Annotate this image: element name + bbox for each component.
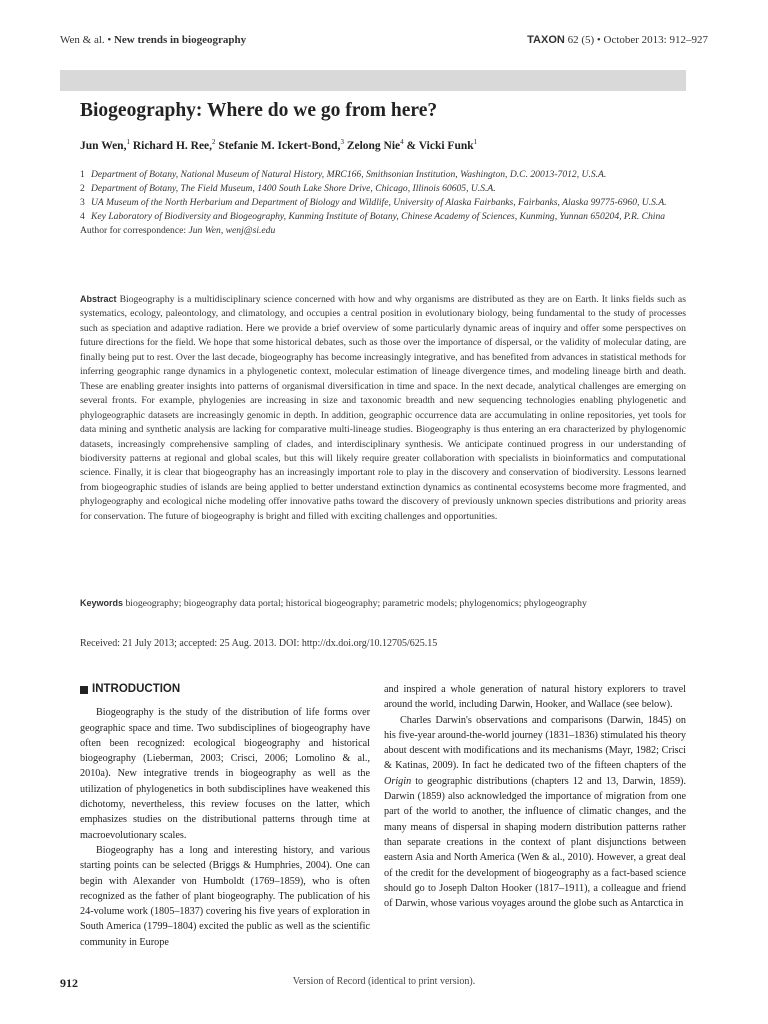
author-list <box>80 138 690 152</box>
square-bullet-icon <box>80 686 88 694</box>
body-column-right <box>384 682 686 911</box>
section-heading: INTRODUCTION <box>80 682 370 697</box>
running-head-left <box>60 34 246 46</box>
running-head-right <box>527 34 708 46</box>
correspondence-label: Author for correspondence: <box>80 225 187 236</box>
affiliation: 1 Department of Botany, National Museum of Natural History, MRC166, Smithsonian Institution, Washington, D.C. 20013-7012, U.S.A. <box>80 169 607 180</box>
affiliation: 2 Department of Botany, The Field Museum, 1400 South Lake Shore Drive, Chicago, Illinois 60605, U.S.A. <box>80 183 496 194</box>
affiliation: 3 UA Museum of the North Herbarium and Department of Biology and Wildlife, University of Alaska Fairbanks, Fairbanks, Alaska 99775-6960, U.S.A. <box>80 197 667 208</box>
paragraph: Charles Darwin's observations and comparisons (Darwin, 1845) on his five-year around-the-world journey (1831–1836) stimulated his theory about descent with modifications and its mechanisms (Mayr, 1982; Crisci & Katinas, 2009). In fact he dedicated two of the fifteen chapters of the Origin to geographic distributions (chapters 12 and 13, Darwin, 1859). Darwin (1859) also acknowledged the importance of migration from one part of the world to another, the influence of climatic changes, and the many means of dispersal in shaping modern distribution patterns rather than separate creations in the context of plant disjunctions between eastern Asia and North America (Wen & al., 2010). However, a great deal of the credit for the development of biogeography as a fact-based science should go to Joseph Dalton Hooker (1817–1911), a colleague and friend of Darwin, whose various voyages around the globe such as Antarctica in <box>384 714 686 910</box>
header-citation: 62 (5) • October 2013: 912–927 <box>567 34 708 46</box>
page-number: 912 <box>60 976 78 990</box>
keywords <box>80 596 686 611</box>
author: Richard H. Ree,$^2$ <box>132 138 216 152</box>
author: Stefanie M. Ickert-Bond,$^3$ <box>218 138 344 152</box>
running-head <box>60 34 708 48</box>
paragraph: Biogeography has a long and interesting history, and various starting points can be selected (Briggs & Humphries, 2004). One can begin with Alexander von Humboldt (1769–1859), who is often recognized as the father of plant biogeography. The publication of his 24-volume work (1805–1837) covering his five years of exploration in South America (1799–1804) excited the public as well as the scientific community in Europe <box>80 844 370 948</box>
paragraph: Biogeography is the study of the distribution of life forms over geographic space and time. Two subdisciplines of biogeography have often been recognized: ecological biogeography and historical biogeography (Lieberman, 2003; Crisci, 2006; Lomolino & al., 2010a). New integrative trends in biogeography as well as the utilization of phylogenetics in both subdisciplines have weakened this dichotomy, nevertheless, this review focuses on the latter, which emphasizes studies on the distributional patterns through time at macroevolutionary scales. <box>80 707 370 841</box>
abstract-text: Biogeography is a multidisciplinary science concerned with how and why organisms are distributed as they are on Earth. It links fields such as systematics, ecology, paleontology, and climatology, and occupies a central position in evolutionary biology, being fundamental to the study of processes such as speciation and adaptive radiation. Here we provide a brief overview of some particularly dynamic areas of inquiry and offer some perspectives on future directions for the field. We hope that some historical debates, such as those over the importance of dispersal, or the validity of molecular dating, are finally being put to rest. Over the last decade, biogeography has become increasingly integrative, and has benefited from advances in statistical methods for inferring geographic range dynamics in a phylogenetic context, molecular estimation of lineage divergence times, and modeling lineage birth and death. These are enabling greater insights into patterns of organismal diversification in time and space. In the next decade, analytical challenges are emerging on several fronts. For example, phylogenies are increasing in size and taxonomic breadth and new sequencing technologies enabling phylogenetic and phylogeographic datasets are increasingly genomic in depth. In addition, geographic occurrence data are accumulating in online repositories, yet tools for data mining and synthetic analysis are lacking for comparative multi-lineage studies. Biogeography is thus entering an era characterized by phylogenomic datasets, increasingly comprehensive sampling of clades, and interdisciplinary synthesis. We anticipate continued progress in our understanding of biodiversity patterns at regional and global scales, but this will likely require greater collaboration with specialists in bioinformatics and computational science. Finally, it is clear that biogeography has an increasingly important role to play in the discovery and conservation of biodiversity. Lessons learned from biogeographic studies of islands are being applied to better understand extinction dynamics as continental ecosystems become more fragmented, and phylogeography and ecological niche modeling offer innovative paths toward the discovery of previously unknown species distributions and priority areas for conservation. The future of biogeography is bright and filled with exciting challenges and opportunities. <box>80 294 686 522</box>
affiliations <box>80 168 680 238</box>
header-authors: Wen & al. • <box>60 34 112 46</box>
body-column-left <box>80 682 370 950</box>
article-title: Biogeography: Where do we go from here? <box>80 100 438 121</box>
version-note: Version of Record (identical to print version). <box>292 976 476 987</box>
header-band <box>60 70 686 91</box>
keywords-label: Keywords <box>80 598 124 608</box>
paragraph: and inspired a whole generation of natural history explorers to travel around the world, including Darwin, Hooker, and Wallace (see below). <box>384 684 686 711</box>
affiliation: 4 Key Laboratory of Biodiversity and Biogeography, Kunming Institute of Botany, Chinese Academy of Sciences, Kunming, Yunnan 650204, P.R. China <box>80 211 666 222</box>
correspondence <box>80 224 680 238</box>
author: Zelong Nie$^4$ <box>346 138 404 152</box>
received-line: Received: 21 July 2013; accepted: 25 Aug. 2013. DOI: http://dx.doi.org/10.12705/625.15 <box>80 638 438 649</box>
header-section: New trends in biogeography <box>113 34 247 46</box>
abstract <box>80 292 686 524</box>
abstract-label: Abstract <box>80 294 117 304</box>
author: & Vicki Funk$^1$ <box>406 138 478 152</box>
author: Jun Wen,$^1$ <box>80 138 130 152</box>
keywords-text: biogeography; biogeography data portal; historical biogeography; parametric models; phylogenomics; phylogeography <box>125 598 587 609</box>
header-journal: TAXON <box>527 34 565 46</box>
correspondence-contact: Jun Wen, wenj@si.edu <box>188 225 276 236</box>
